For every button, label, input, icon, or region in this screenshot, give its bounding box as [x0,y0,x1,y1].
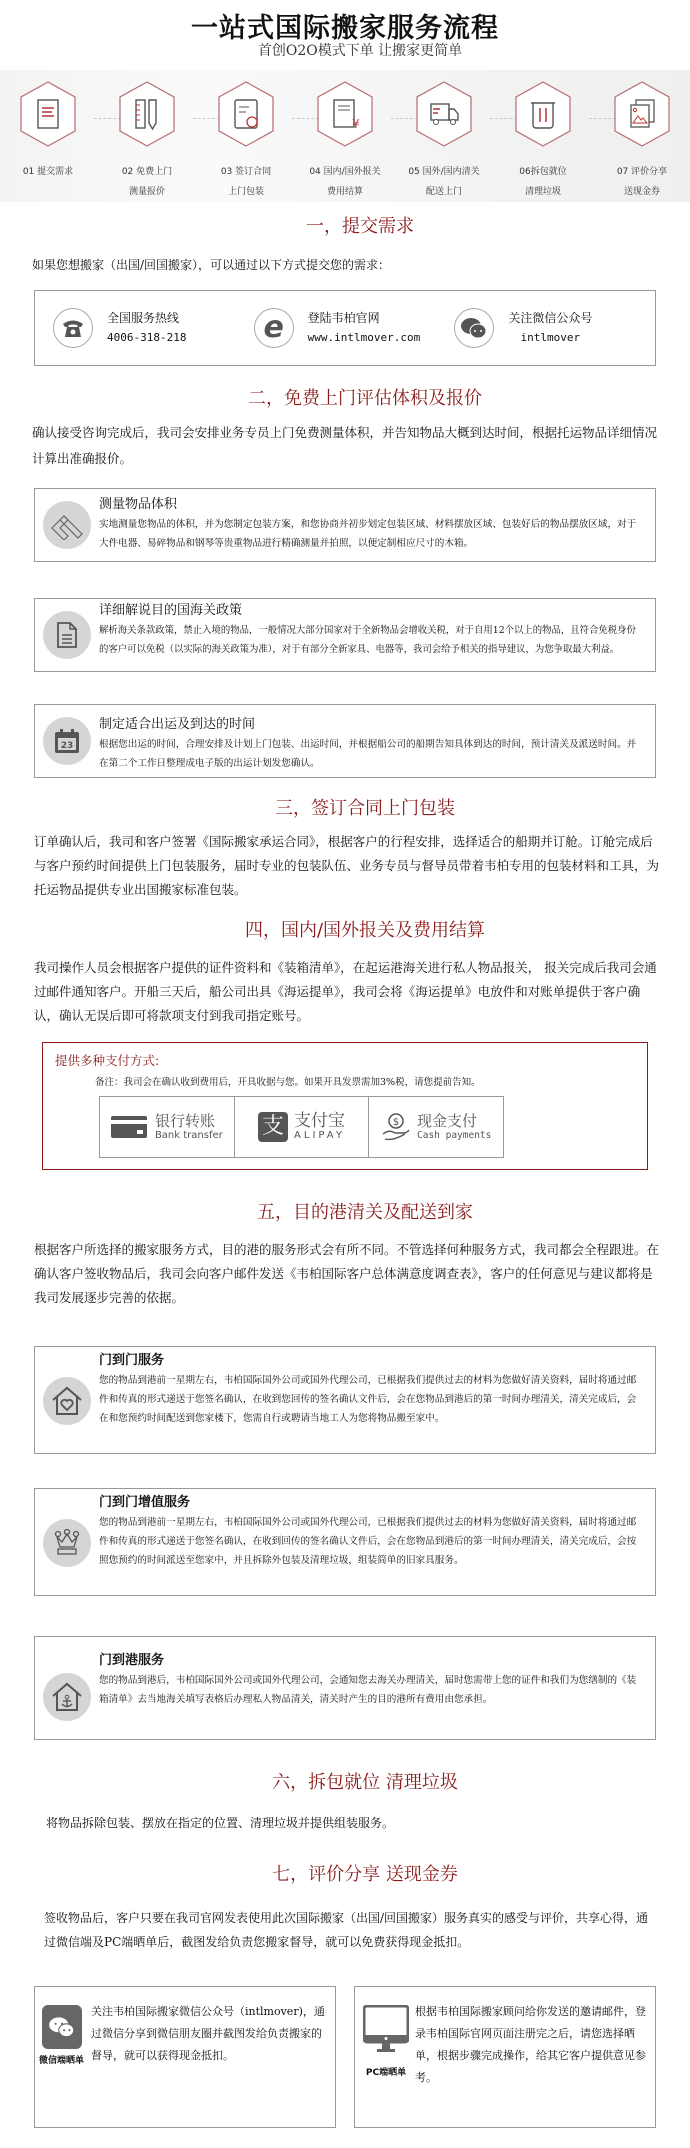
ruler-square-icon [43,501,91,549]
page-subtitle: 首创O2O模式下单 让搬家更简单 [257,43,463,59]
section-5-title: 五，目的港清关及配送到家 [257,1202,473,1223]
section-1-intro: 如果您想搬家（出国/回国搬家），可以通过以下方式提交您的需求： [32,258,391,272]
card-customs-policy: 详细解说目的国海关政策 解析海关条款政策，禁止入境的物品，一般情况大部分国家对于全新物品会增收关税，对于自用12个以上的物品，且符合免税身份的客户可以免税（以实际的海关政策为准），对于有部分全新家具、电器等，我司会给予相关的指导建议，为您争取最大利益。 [34,598,656,672]
svg-text:¥: ¥ [352,117,360,131]
step-6: 06拆包就位 清理垃圾 [503,76,583,202]
svg-text:23: 23 [60,741,74,751]
ruler-pencil-icon [117,80,177,148]
page-title: 一站式国际搬家服务流程 [191,13,499,44]
contract-seal-icon [216,80,276,148]
section-4-body: 我司操作人员会根据客户提供的证件资料和《装箱清单》，在起运港海关进行私人物品报关， 报关完成后我司会通过邮件通知客户。开船三天后，船公司出具《海运提单》，我司会将《海运提单》电放件和对账单提供于客户确认，确认无误后即可将款项支付到我司指定账号。 [34,960,657,1023]
section-3-body: 订单确认后，我司和客户签署《国际搬家承运合同》，根据客户的行程安排，选择适合的船期并订舱。订舱完成后与客户预约时间提供上门包装服务，届时专业的包装队伍、业务专员与督导员带着韦柏专用的包装材料和工具，为托运物品提供专业出国搬家标准包装。 [34,834,660,897]
process-steps [0,70,690,202]
svg-text:$: $ [392,1117,400,1128]
section-2-intro: 确认接受咨询完成后，我司会安排业务专员上门免费测量体积，并告知物品大概到达时间，根据托运物品详细情况计算出准确报价。 [32,425,658,466]
step-1: 01 提交需求 [8,76,88,202]
cash-hand-icon [381,1112,411,1142]
contact-website[interactable]: e 登陆韦柏官网 www.intlmover.com [254,308,455,348]
step-5: 05 国外/国内清关 配送上门 [404,76,484,202]
section-7-title: 七，评价分享 送现金券 [272,1864,458,1885]
card-door-to-door: 门到门服务 您的物品到港前一星期左右，韦柏国际国外公司或国外代理公司，已根据我们提供过去的材料为您做好清关资料，届时将通过邮件和传真的形式递送于您签名确认，在收到您回传的签名确认文件后，会在您物品到港后的第一时间办理清关，清关完成后，会在和您预约时间配送到您家楼下，您需自行或聘请当地工人为您将物品搬至家中。 [34,1346,656,1454]
section-3-title: 三，签订合同上门包装 [275,798,455,819]
step-2: 02 免费上门 测量报价 [107,76,187,202]
section-5-body: 根据客户所选择的搬家服务方式，目的港的服务形式会有所不同。不管选择何种服务方式，我司都会全程跟进。在确认客户签收物品后，我司会向客户邮件发送《韦柏国际客户总体满意度调查表》，客户的任何意见与建议都将是我司发展逐步完善的依据。 [34,1242,660,1305]
monitor-icon [363,2005,409,2061]
telephone-icon [53,308,93,348]
contact-box [34,290,656,366]
calendar-icon [43,717,91,765]
invoice-yen-icon [315,80,375,148]
wechat-icon [42,2005,82,2049]
photo-gallery-icon [612,80,672,148]
section-4-title: 四，国内/国外报关及费用结算 [244,920,486,941]
house-heart-icon [43,1377,91,1425]
section-2-title: 二，免费上门评估体积及报价 [248,388,482,409]
wechat-icon [454,308,494,348]
payment-bank-transfer: 银行转账 Bank transfer [100,1097,235,1157]
share-pc: PC端晒单 根据韦柏国际搬家顾问给你发送的邀请邮件，登录韦柏国际官网页面注册完之后，请您选择晒单，根据步骤完成操作，给其它客户提供意见参考。 [354,1986,656,2128]
card-door-to-door-plus: 门到门增值服务 您的物品到港前一星期左右，韦柏国际国外公司或国外代理公司，已根据我们提供过去的材料为您做好清关资料，届时将通过邮件和传真的形式递送于您签名确认，在收到回传的签名确认文件后，会在您物品到港后的第一时间办理清关，清关完成后，会按照您预约的时间派送至您家中，并且拆除外包装及清理垃圾，组装简单的旧家具服务。 [34,1488,656,1596]
section-7-body: 签收物品后，客户只要在我司官网发表使用此次国际搬家（出国/回国搬家）服务真实的感受与评价，共享心得，通过微信端及PC端晒单后，截图发给负责您搬家督导，就可以免费获得现金抵扣。 [44,1911,649,1949]
section-6-body: 将物品拆除包装、摆放在指定的位置、清理垃圾并提供组装服务。 [46,1816,395,1830]
clipboard-icon [18,80,78,148]
share-wechat: 微信端晒单 关注韦柏国际搬家微信公众号（intlmover)，通过微信分享到微信朋友圈并截图发给负责搬家的督导，就可以获得现金抵扣。 [34,1986,336,2128]
share-methods [34,1986,656,2128]
step-3: 03 签订合同 上门包装 [206,76,286,202]
house-anchor-icon [43,1673,91,1721]
payment-cash: $ 现金支付 Cash payments [369,1097,503,1157]
step-7: 07 评价分享 送现金券 [602,76,682,202]
section-1-title: 一，提交需求 [306,216,414,237]
payment-alipay: 支 支付宝 ALIPAY [235,1097,370,1157]
contact-hotline[interactable]: 全国服务热线 4006-318-218 [53,308,254,348]
alipay-icon: 支 [258,1112,288,1142]
browser-e-icon: e [254,308,294,348]
crown-icon [43,1519,91,1567]
payment-methods-box: 提供多种支付方式: 备注：我司会在确认收到费用后，开具收据与您。如果开具发票需加3%税，请您提前告知。 银行转账 Bank transfer 支 支付宝 ALIPAY $ 现金支付 Cash payments [42,1042,648,1170]
payment-note: 备注：我司会在确认收到费用后，开具收据与您。如果开具发票需加3%税，请您提前告知。 [95,1077,481,1088]
document-icon [43,611,91,659]
bank-card-icon [111,1116,147,1138]
contact-wechat[interactable]: 关注微信公众号 intlmover [454,308,655,348]
step-4: ¥ 04 国内/国外报关 费用结算 [305,76,385,202]
card-measure-volume: 测量物品体积 实地测量您物品的体积，并为您制定包装方案，和您协商并初步划定包装区域、材料摆放区域、包装好后的物品摆放区域，对于大件电器、易碎物品和钢琴等贵重物品进行精确测量并拍照，以便定制相应尺寸的木箱。 [34,488,656,562]
trash-bin-icon [513,80,573,148]
card-door-to-port: 门到港服务 您的物品到港后，韦柏国际国外公司或国外代理公司，会通知您去海关办理清关，届时您需带上您的证件和我们为您缮制的《装箱清单》去当地海关填写表格后办理私人物品清关，清关时产生的目的港所有费用由您承担。 [34,1636,656,1740]
section-6-title: 六，拆包就位 清理垃圾 [272,1772,458,1793]
delivery-truck-icon [414,80,474,148]
card-shipping-schedule: 23 制定适合出运及到达的时间 根据您出运的时间，合理安排及计划上门包装、出运时间，并根据船公司的船期告知具体到达的时间，预计清关及派送时间。并在第二个工作日整理成电子版的出运计划发您确认。 [34,704,656,778]
payment-methods [99,1096,504,1158]
